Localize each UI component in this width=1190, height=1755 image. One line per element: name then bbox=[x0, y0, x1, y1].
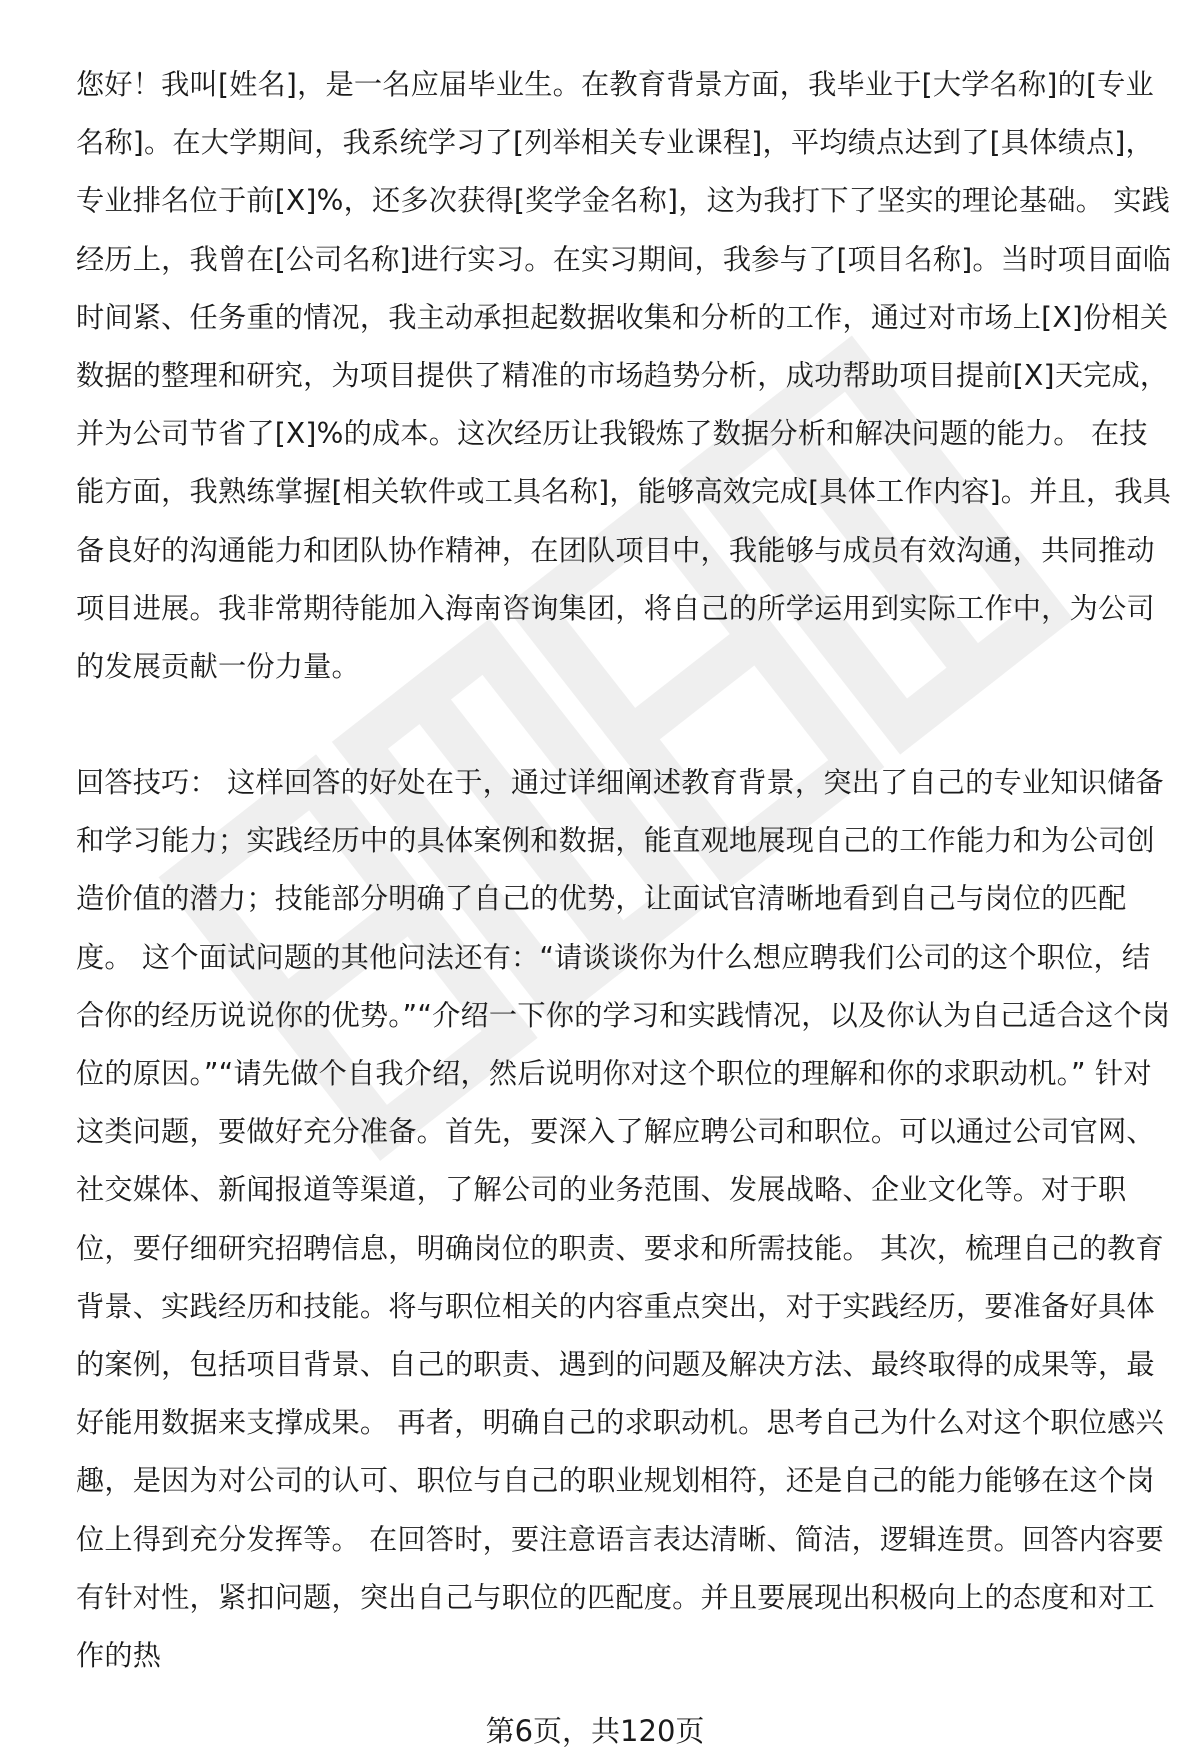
body-paragraph-tips: 回答技巧： 这样回答的好处在于，通过详细阐述教育背景，突出了自己的专业知识储备和学习能力；实践经历中的具体案例和数据，能直观地展现自己的工作能力和为公司创造价值的潜力；技能部分明确了自己的优势，让面试官清晰地看到自己与岗位的匹配度。 这个面试问题的其他问法还有：“请谈谈你为什么想应聘我们公司的这个职位，结合你的经历说说你的优势。”“介绍一下你的学习和实践情况，以及你认为自己适合这个岗位的原因。”“请先做个自我介绍，然后说明你对这个职位的理解和你的求职动机。” 针对这类问题，要做好充分准备。首先，要深入了解应聘公司和职位。可以通过公司官网、社交媒体、新闻报道等渠道，了解公司的业务范围、发展战略、企业文化等。对于职位，要仔细研究招聘信息，明确岗位的职责、要求和所需技能。 其次，梳理自己的教育背景、实践经历和技能。将与职位相关的内容重点突出，对于实践经历，要准备好具体的案例，包括项目背景、自己的职责、遇到的问题及解决方法、最终取得的成果等，最好能用数据来支撑成果。 再者，明确自己的求职动机。思考自己为什么对这个职位感兴趣，是因为对公司的认可、职位与自己的职业规划相符，还是自己的能力能够在这个岗位上得到充分发挥等。 在回答时，要注意语言表达清晰、简洁，逻辑连贯。回答内容要有针对性，紧扣问题，突出自己与职位的匹配度。并且要展现出积极向上的态度和对工作的热 bbox=[76, 766, 1171, 1673]
body-paragraph-intro: 您好！我叫[姓名]，是一名应届毕业生。在教育背景方面，我毕业于[大学名称]的[专业名称]。在大学期间，我系统学习了[列举相关专业课程]，平均绩点达到了[具体绩点]，专业排名位于前[X]%，还多次获得[奖学金名称]，这为我打下了坚实的理论基础。 实践经历上，我曾在[公司名称]进行实习。在实习期间，我参与了[项目名称]。当时项目面临时间紧、任务重的情况，我主动承担起数据收集和分析的工作，通过对市场上[X]份相关数据的整理和研究，为项目提供了精准的市场趋势分析，成功帮助项目提前[X]天完成，并为公司节省了[X]%的成本。这次经历让我锻炼了数据分析和解决问题的能力。 在技能方面，我熟练掌握[相关软件或工具名称]，能够高效完成[具体工作内容]。并且，我具备良好的沟通能力和团队协作精神，在团队项目中，我能够与成员有效沟通，共同推动项目进展。我非常期待能加入海南咨询集团，将自己的所学运用到实际工作中，为公司的发展贡献一份力量。 bbox=[76, 68, 1172, 684]
page-number-footer: 第6页，共120页 bbox=[485, 1714, 705, 1748]
